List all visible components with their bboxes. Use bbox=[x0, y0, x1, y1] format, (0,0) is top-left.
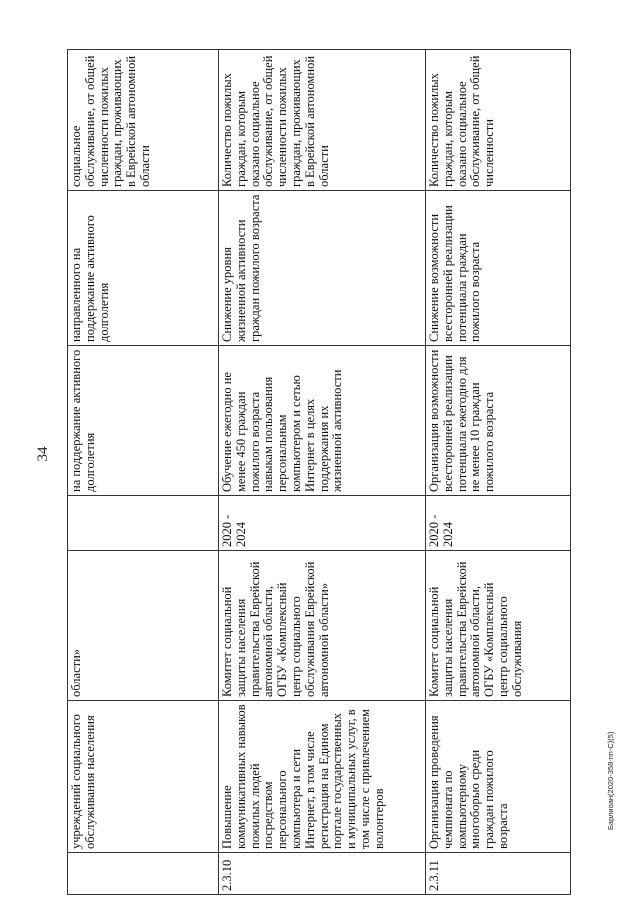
table-row bbox=[426, 50, 571, 895]
measures-table bbox=[67, 49, 571, 895]
cell-period bbox=[68, 496, 219, 551]
cell-risk: направленного на поддержание активного долголетия bbox=[68, 191, 219, 346]
cell-num: 2.3.11 bbox=[426, 853, 571, 895]
footer-code: Барлиоан(2020-358-пп-С)(5) bbox=[606, 731, 615, 830]
cell-num bbox=[68, 853, 219, 895]
table-row bbox=[68, 50, 219, 895]
table-row bbox=[219, 50, 426, 895]
cell-indicator: социальное обслуживание, от общей численности пожилых граждан, проживающих в Еврейской автономной области bbox=[68, 50, 219, 191]
cell-executor: Комитет социальной защиты населения правительства Еврейской автономной области, ОГБУ «Комплексный центр социального обслуживания Еврейской автономной области» bbox=[219, 551, 426, 701]
cell-description: Обучение ежегодно не менее 450 граждан пожилого возраста навыкам пользования персональным компьютером и сетью Интернет в целях поддержания их жизненной активности bbox=[219, 346, 426, 496]
cell-measure: Организация проведения чемпионата по компьютерному многоборью среди граждан пожилого возраста bbox=[426, 701, 571, 853]
cell-indicator: Количество пожилых граждан, которым оказано социальное обслуживание, от общей численности пожилых граждан, проживающих в Еврейской автономной области bbox=[219, 50, 426, 191]
rotated-table-container bbox=[67, 50, 587, 895]
cell-executor: Комитет социальной защиты населения правительства Еврейской автономной области, ОГБУ «Комплексный центр социального обслуживания bbox=[426, 551, 571, 701]
cell-description: Организация возможности всесторонней реализации потенциала ежегодно для не менее 10 граждан пожилого возраста bbox=[426, 346, 571, 496]
barcode-graphic bbox=[596, 15, 616, 215]
cell-period: 2020 - 2024 bbox=[426, 496, 571, 551]
cell-num: 2.3.10 bbox=[219, 853, 426, 895]
cell-period: 2020 - 2024 bbox=[219, 496, 426, 551]
cell-risk: Снижение уровня жизненной активности граждан пожилого возраста bbox=[219, 191, 426, 346]
cell-executor: области» bbox=[68, 551, 219, 701]
cell-description: на поддержание активного долголетия bbox=[68, 346, 219, 496]
cell-risk: Снижение возможности всесторонней реализации потенциала граждан пожилого возраста bbox=[426, 191, 571, 346]
cell-measure: учреждений социального обслуживания населения bbox=[68, 701, 219, 853]
cell-measure: Повышение коммуникативных навыков пожилых людей посредством персонального компьютера и сети Интернет, в том числе регистрация на Едином портале государственных и муниципальных услуг, в том числе с привлечением волонтеров bbox=[219, 701, 426, 853]
cell-indicator: Количество пожилых граждан, которым оказано социальное обслуживание, от общей численности bbox=[426, 50, 571, 191]
page-number: 34 bbox=[34, 446, 51, 462]
